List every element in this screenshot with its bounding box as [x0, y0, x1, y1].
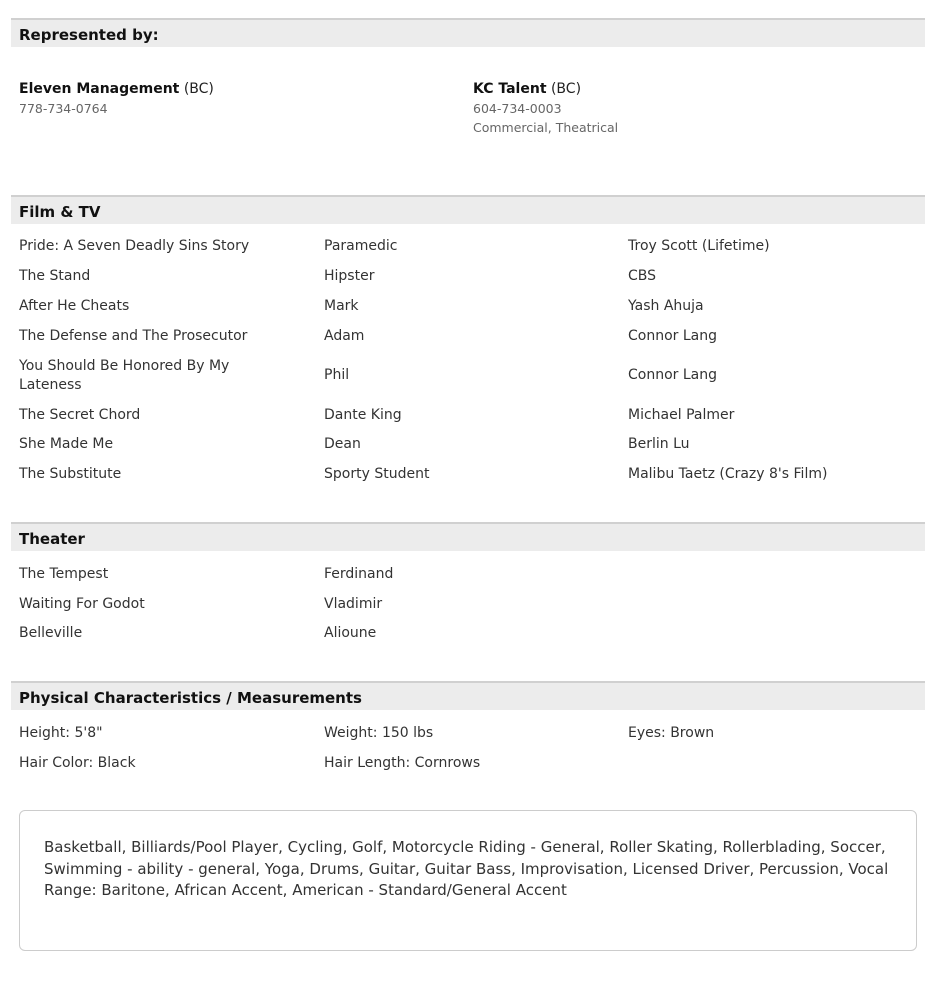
credit-director: Troy Scott (Lifetime)	[628, 238, 770, 254]
credit-role: Sporty Student	[324, 466, 430, 482]
agency-notes: Commercial, Theatrical	[473, 120, 619, 135]
credit-role: Hipster	[324, 268, 375, 284]
credit-title: Pride: A Seven Deadly Sins Story	[19, 238, 250, 254]
credit-director: Berlin Lu	[628, 436, 690, 452]
credit-director: Malibu Taetz (Crazy 8's Film)	[628, 466, 828, 482]
credit-title: After He Cheats	[19, 298, 130, 314]
physical-header: Physical Characteristics / Measurements	[11, 681, 925, 710]
skills-box	[19, 810, 917, 951]
credit-role: Mark	[324, 298, 359, 314]
theater-role: Ferdinand	[324, 566, 394, 582]
credit-role: Dean	[324, 436, 361, 452]
credit-title: You Should Be Honored By My Lateness	[19, 358, 230, 393]
agency-phone: 604-734-0003	[473, 101, 562, 116]
theater-header: Theater	[11, 522, 925, 551]
credit-director: Yash Ahuja	[628, 298, 704, 314]
skills-text: Basketball, Billiards/Pool Player, Cycling, Golf, Motorcycle Riding - General, Roller Skating, Rollerblading, Soccer, Swimming - ability - general, Yoga, Drums, Guitar, Guitar Bass, Improvisation, Licensed Driver, Percussion, Vocal Range: Baritone, African Accent, American - Standard/General Accent	[44, 838, 889, 899]
credit-director: Connor Lang	[628, 328, 717, 344]
credit-role: Adam	[324, 328, 365, 344]
height-value: Height: 5'8"	[19, 725, 103, 741]
credit-director: Michael Palmer	[628, 407, 735, 423]
theater-title: The Tempest	[19, 566, 109, 582]
agency-name[interactable]: KC Talent	[473, 81, 547, 97]
credit-title: The Secret Chord	[19, 407, 141, 423]
agency-phone: 778-734-0764	[19, 101, 108, 116]
represented-by-header: Represented by:	[11, 18, 925, 47]
theater-title: Belleville	[19, 625, 83, 641]
weight-value: Weight: 150 lbs	[324, 725, 434, 741]
eyes-value: Eyes: Brown	[628, 725, 715, 741]
agency-region: (BC)	[183, 81, 214, 97]
hair-length-value: Hair Length: Cornrows	[324, 755, 481, 771]
credit-role: Dante King	[324, 407, 402, 423]
film-tv-header: Film & TV	[11, 195, 925, 224]
agency-region: (BC)	[550, 81, 582, 97]
theater-title: Waiting For Godot	[19, 596, 145, 612]
credit-title: She Made Me	[19, 436, 114, 452]
agency-kc-talent	[473, 80, 618, 137]
credit-director: Connor Lang	[628, 367, 717, 383]
credit-role: Phil	[324, 367, 350, 383]
theater-role: Alioune	[324, 625, 377, 641]
hair-color-value: Hair Color: Black	[19, 755, 136, 771]
credit-role: Paramedic	[324, 238, 398, 254]
credit-title: The Substitute	[19, 466, 122, 482]
theater-role: Vladimir	[324, 596, 383, 612]
credit-director: CBS	[628, 268, 657, 284]
agency-eleven-management	[19, 80, 214, 118]
credit-title: The Defense and The Prosecutor	[19, 328, 248, 344]
credit-title: The Stand	[19, 268, 91, 284]
agency-name[interactable]: Eleven Management	[19, 81, 180, 97]
